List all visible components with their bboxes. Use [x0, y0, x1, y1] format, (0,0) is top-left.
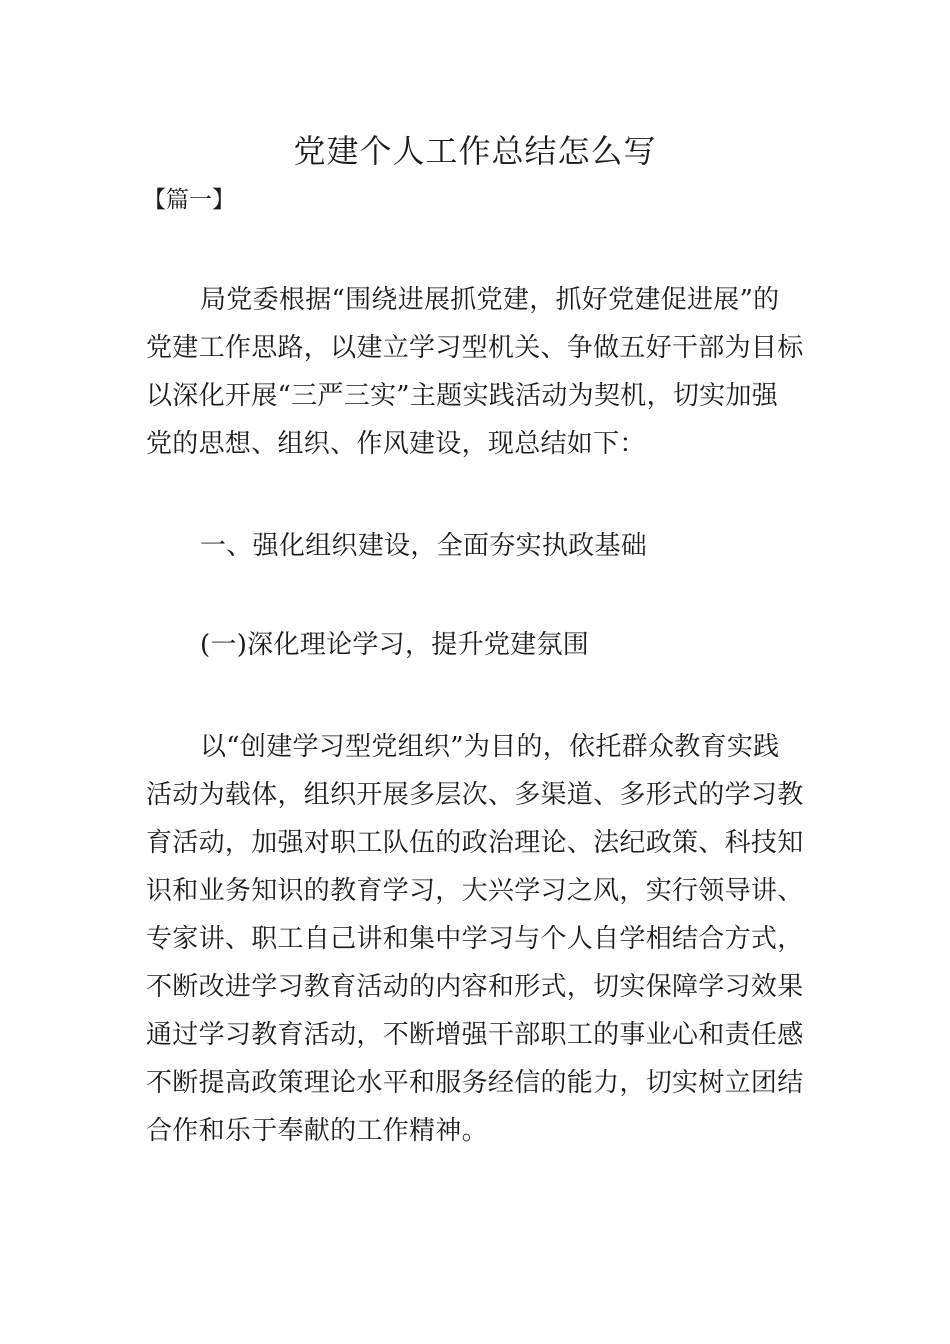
- body-line: 不断提高政策理论水平和服务经信的能力，切实树立团结: [146, 1068, 804, 1098]
- intro-line: 局党委根据“围绕进展抓党建，抓好党建促进展”的: [200, 285, 780, 315]
- body-line: 育活动，加强对职工队伍的政治理论、法纪政策、科技知: [146, 828, 804, 858]
- body-line: 以“创建学习型党组织”为目的，依托群众教育实践: [200, 732, 780, 762]
- intro-paragraph: [146, 276, 810, 468]
- document-title: 党建个人工作总结怎么写: [293, 132, 657, 170]
- intro-line: 党的思想、组织、作风建设，现总结如下：: [146, 429, 646, 459]
- body-line: 通过学习教育活动，不断增强干部职工的事业心和责任感: [146, 1020, 804, 1050]
- section-heading: 一、强化组织建设，全面夯实执政基础: [200, 531, 648, 561]
- intro-line: 党建工作思路，以建立学习型机关、争做五好干部为目标: [146, 333, 804, 363]
- body-line: 合作和乐于奉献的工作精神。: [146, 1116, 488, 1146]
- body-line: 专家讲、职工自己讲和集中学习与个人自学相结合方式，: [146, 924, 804, 954]
- body-line: 识和业务知识的教育学习，大兴学习之风，实行领导讲、: [146, 876, 804, 906]
- body-line: 不断改进学习教育活动的内容和形式，切实保障学习效果: [146, 972, 804, 1002]
- intro-line: 以深化开展“三严三实”主题实践活动为契机，切实加强: [146, 381, 779, 411]
- body-line: 活动为载体，组织开展多层次、多渠道、多形式的学习教: [146, 780, 804, 810]
- body-paragraph: [146, 723, 810, 1155]
- part-label: 【篇一】: [143, 187, 235, 213]
- subsection-heading: (一)深化理论学习，提升党建氛围: [200, 630, 590, 660]
